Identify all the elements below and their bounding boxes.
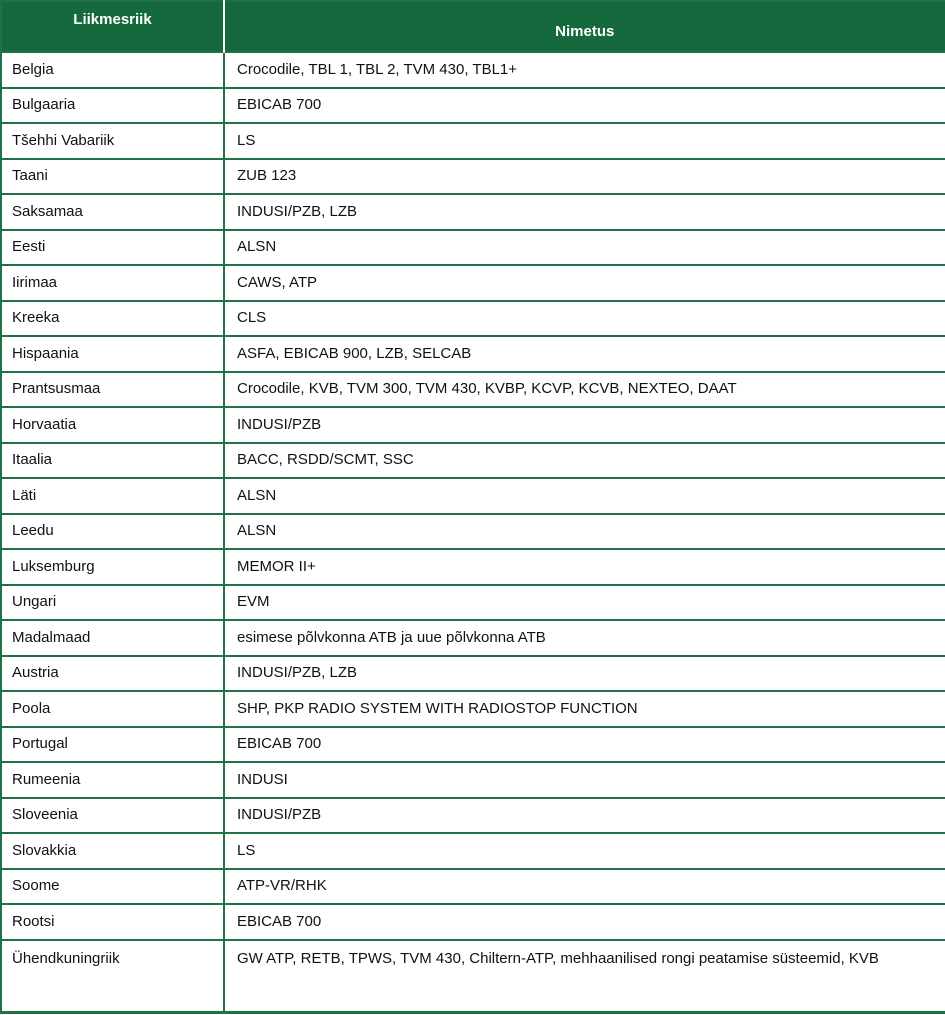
systems-cell: INDUSI/PZB, LZB [224,656,945,692]
systems-cell: LS [224,833,945,869]
table-row [1,869,945,905]
table-row [1,52,945,88]
systems-cell: esimese põlvkonna ATB ja uue põlvkonna ATB [224,620,945,656]
systems-cell: INDUSI [224,762,945,798]
country-cell: Hispaania [1,336,224,372]
country-cell: Eesti [1,230,224,266]
country-cell: Rumeenia [1,762,224,798]
table-row [1,620,945,656]
table-row [1,301,945,337]
systems-cell: CAWS, ATP [224,265,945,301]
systems-cell: ALSN [224,230,945,266]
country-cell: Sloveenia [1,798,224,834]
column-header-nimetus: Nimetus [224,1,945,52]
country-cell: Madalmaad [1,620,224,656]
table-row [1,549,945,585]
systems-cell: Crocodile, KVB, TVM 300, TVM 430, KVBP, KCVP, KCVB, NEXTEO, DAAT [224,372,945,408]
systems-cell: BACC, RSDD/SCMT, SSC [224,443,945,479]
country-cell: Horvaatia [1,407,224,443]
table-row [1,798,945,834]
country-cell: Kreeka [1,301,224,337]
systems-cell: INDUSI/PZB, LZB [224,194,945,230]
table-row [1,940,945,1013]
table-row [1,656,945,692]
column-header-liikmesriik: Liikmesriik [1,1,224,52]
table-row [1,407,945,443]
table-row [1,691,945,727]
systems-cell: MEMOR II+ [224,549,945,585]
table-row [1,194,945,230]
systems-cell: INDUSI/PZB [224,407,945,443]
systems-cell: ASFA, EBICAB 900, LZB, SELCAB [224,336,945,372]
country-cell: Belgia [1,52,224,88]
systems-cell: INDUSI/PZB [224,798,945,834]
country-cell: Leedu [1,514,224,550]
country-cell: Taani [1,159,224,195]
country-cell: Saksamaa [1,194,224,230]
table-header-row [1,1,945,52]
table-row [1,833,945,869]
table-row [1,336,945,372]
table-row [1,762,945,798]
systems-cell: ATP-VR/RHK [224,869,945,905]
table-row [1,904,945,940]
country-cell: Rootsi [1,904,224,940]
table-row [1,478,945,514]
table-row [1,159,945,195]
country-cell: Portugal [1,727,224,763]
country-cell: Ühendkuningriik [1,940,224,1013]
table-body [1,52,945,1013]
systems-cell: EBICAB 700 [224,88,945,124]
country-cell: Poola [1,691,224,727]
country-cell: Luksemburg [1,549,224,585]
country-cell: Austria [1,656,224,692]
table-row [1,727,945,763]
country-cell: Itaalia [1,443,224,479]
systems-cell: ZUB 123 [224,159,945,195]
country-cell: Iirimaa [1,265,224,301]
table-row [1,265,945,301]
systems-cell: ALSN [224,514,945,550]
country-cell: Soome [1,869,224,905]
country-cell: Slovakkia [1,833,224,869]
systems-cell: Crocodile, TBL 1, TBL 2, TVM 430, TBL1+ [224,52,945,88]
table-row [1,372,945,408]
systems-cell: ALSN [224,478,945,514]
country-cell: Tšehhi Vabariik [1,123,224,159]
country-cell: Bulgaaria [1,88,224,124]
table-row [1,88,945,124]
table-row [1,585,945,621]
systems-cell: SHP, PKP RADIO SYSTEM WITH RADIOSTOP FUNCTION [224,691,945,727]
table-row [1,514,945,550]
country-cell: Läti [1,478,224,514]
country-cell: Prantsusmaa [1,372,224,408]
systems-cell: GW ATP, RETB, TPWS, TVM 430, Chiltern-ATP, mehhaanilised rongi peatamise süsteemid, KVB [224,940,945,1013]
systems-cell: EVM [224,585,945,621]
systems-cell: CLS [224,301,945,337]
country-cell: Ungari [1,585,224,621]
systems-cell: EBICAB 700 [224,904,945,940]
systems-cell: LS [224,123,945,159]
table-row [1,123,945,159]
table-row [1,230,945,266]
systems-cell: EBICAB 700 [224,727,945,763]
table-row [1,443,945,479]
